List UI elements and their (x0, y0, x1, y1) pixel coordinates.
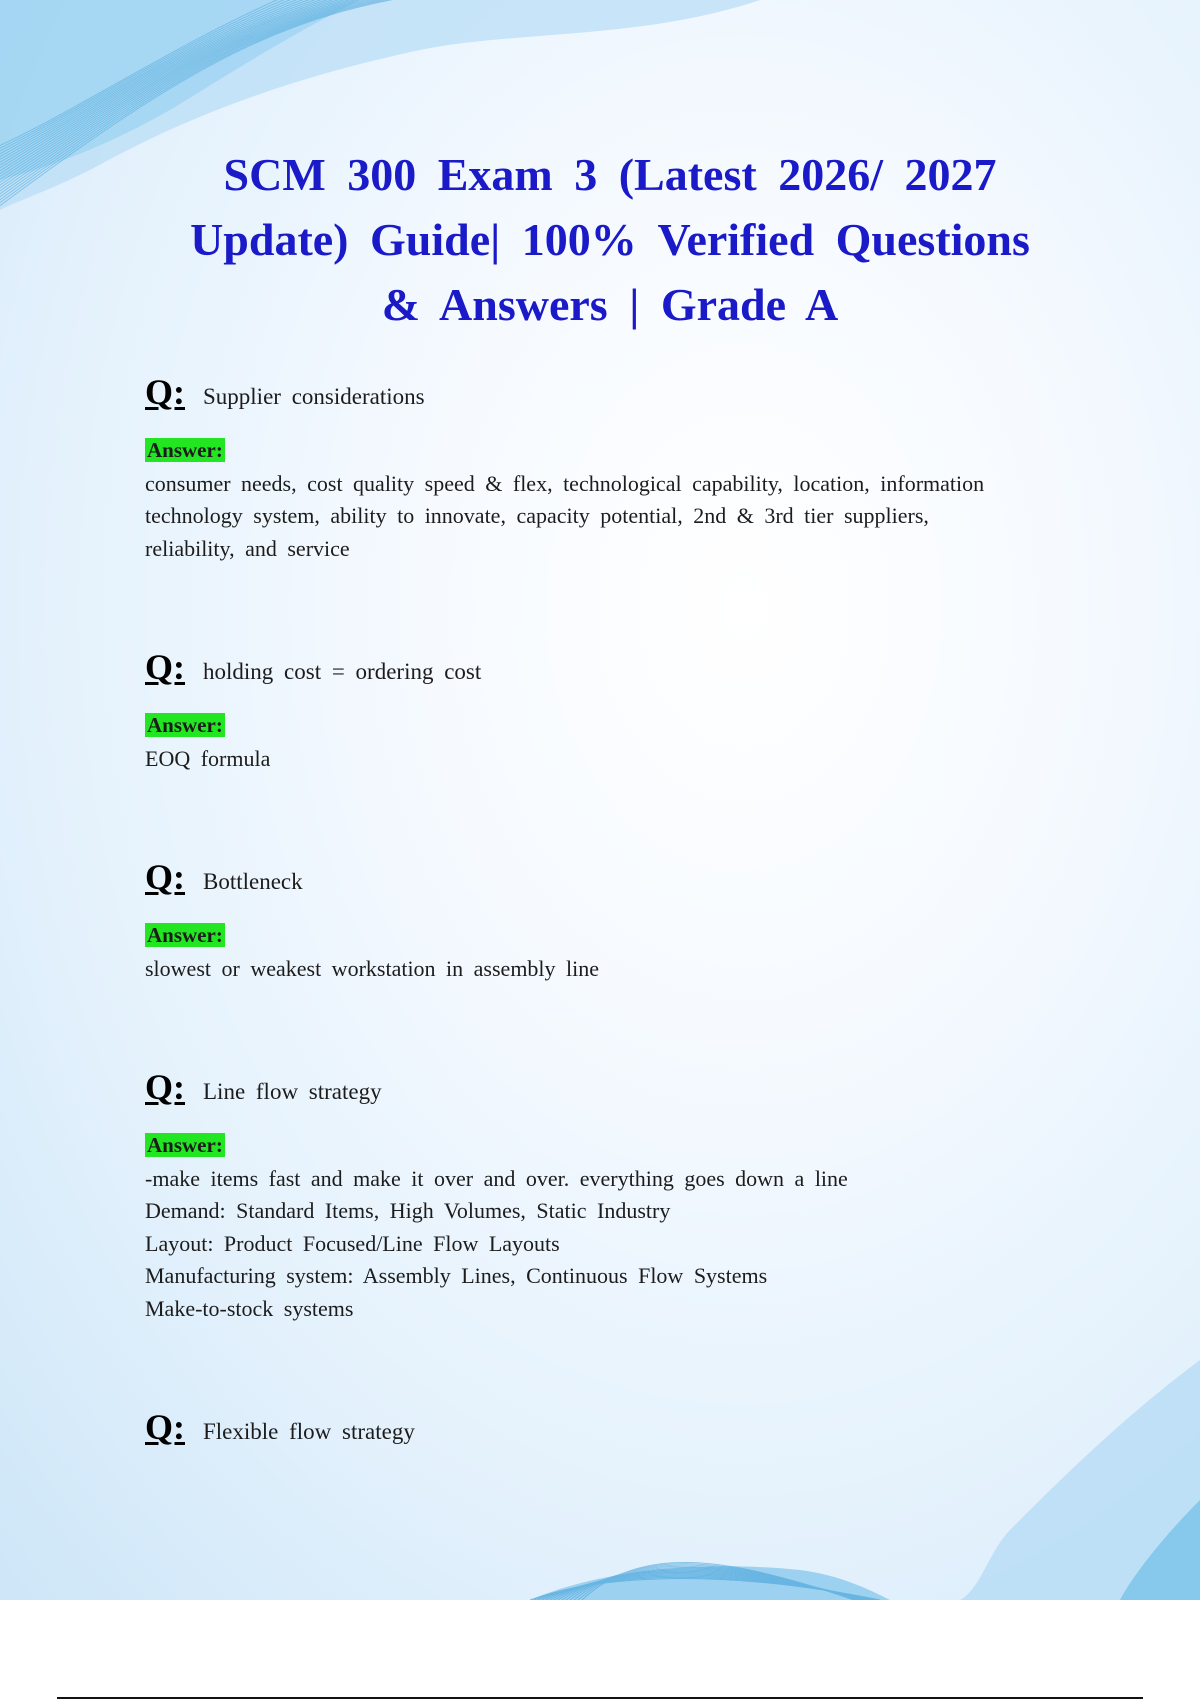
answer-line: EOQ formula (145, 746, 271, 771)
question-row (145, 647, 1085, 687)
answer-line: consumer needs, cost quality speed & flex, technological capability, location, information (145, 471, 985, 496)
answer-line: Manufacturing system: Assembly Lines, Continuous Flow Systems (145, 1263, 768, 1289)
answer-label: Answer: (147, 713, 223, 737)
answer-line: -make items fast and make it over and over. everything goes down a line (145, 1166, 848, 1191)
answer-line: Make-to-stock systems (145, 1295, 354, 1321)
answer-line: Demand: Standard Items, High Volumes, Static Industry (145, 1198, 671, 1224)
question-label: Q: (145, 1407, 185, 1447)
question-text: Line flow strategy (203, 1079, 382, 1104)
answer-line: reliability, and service (145, 535, 350, 561)
answer-label: Answer: (147, 1133, 223, 1157)
answer-text (145, 1163, 1085, 1325)
answer-label: Answer: (147, 923, 223, 947)
question-row (145, 1067, 1085, 1107)
question-label: Q: (145, 647, 185, 687)
qa-item (145, 1407, 1085, 1447)
question-text: Bottleneck (203, 869, 303, 894)
title-line: SCM 300 Exam 3 (Latest 2026/ 2027 (223, 149, 997, 200)
title-line: Update) Guide| 100% Verified Questions (190, 214, 1030, 265)
question-row (145, 372, 1085, 412)
question-row (145, 1407, 1085, 1447)
question-text: Supplier considerations (203, 384, 425, 409)
qa-item (145, 647, 1085, 775)
question-text: holding cost = ordering cost (203, 659, 482, 684)
qa-item (145, 372, 1085, 565)
answer-label: Answer: (147, 438, 223, 462)
answer-text (145, 953, 1085, 985)
answer-line: Layout: Product Focused/Line Flow Layouts (145, 1230, 560, 1256)
question-label: Q: (145, 857, 185, 897)
answer-text (145, 468, 1085, 565)
qa-item (145, 1067, 1085, 1325)
answer-line: technology system, ability to innovate, capacity potential, 2nd & 3rd tier suppliers, (145, 503, 929, 529)
answer-text (145, 743, 1085, 775)
footer-divider (57, 1697, 1143, 1699)
question-label: Q: (145, 1067, 185, 1107)
question-text: Flexible flow strategy (203, 1419, 415, 1444)
page-title (140, 142, 1080, 337)
answer-line: slowest or weakest workstation in assembly line (145, 956, 600, 981)
question-label: Q: (145, 372, 185, 412)
qa-item (145, 857, 1085, 985)
title-line: & Answers | Grade A (381, 279, 839, 330)
question-row (145, 857, 1085, 897)
